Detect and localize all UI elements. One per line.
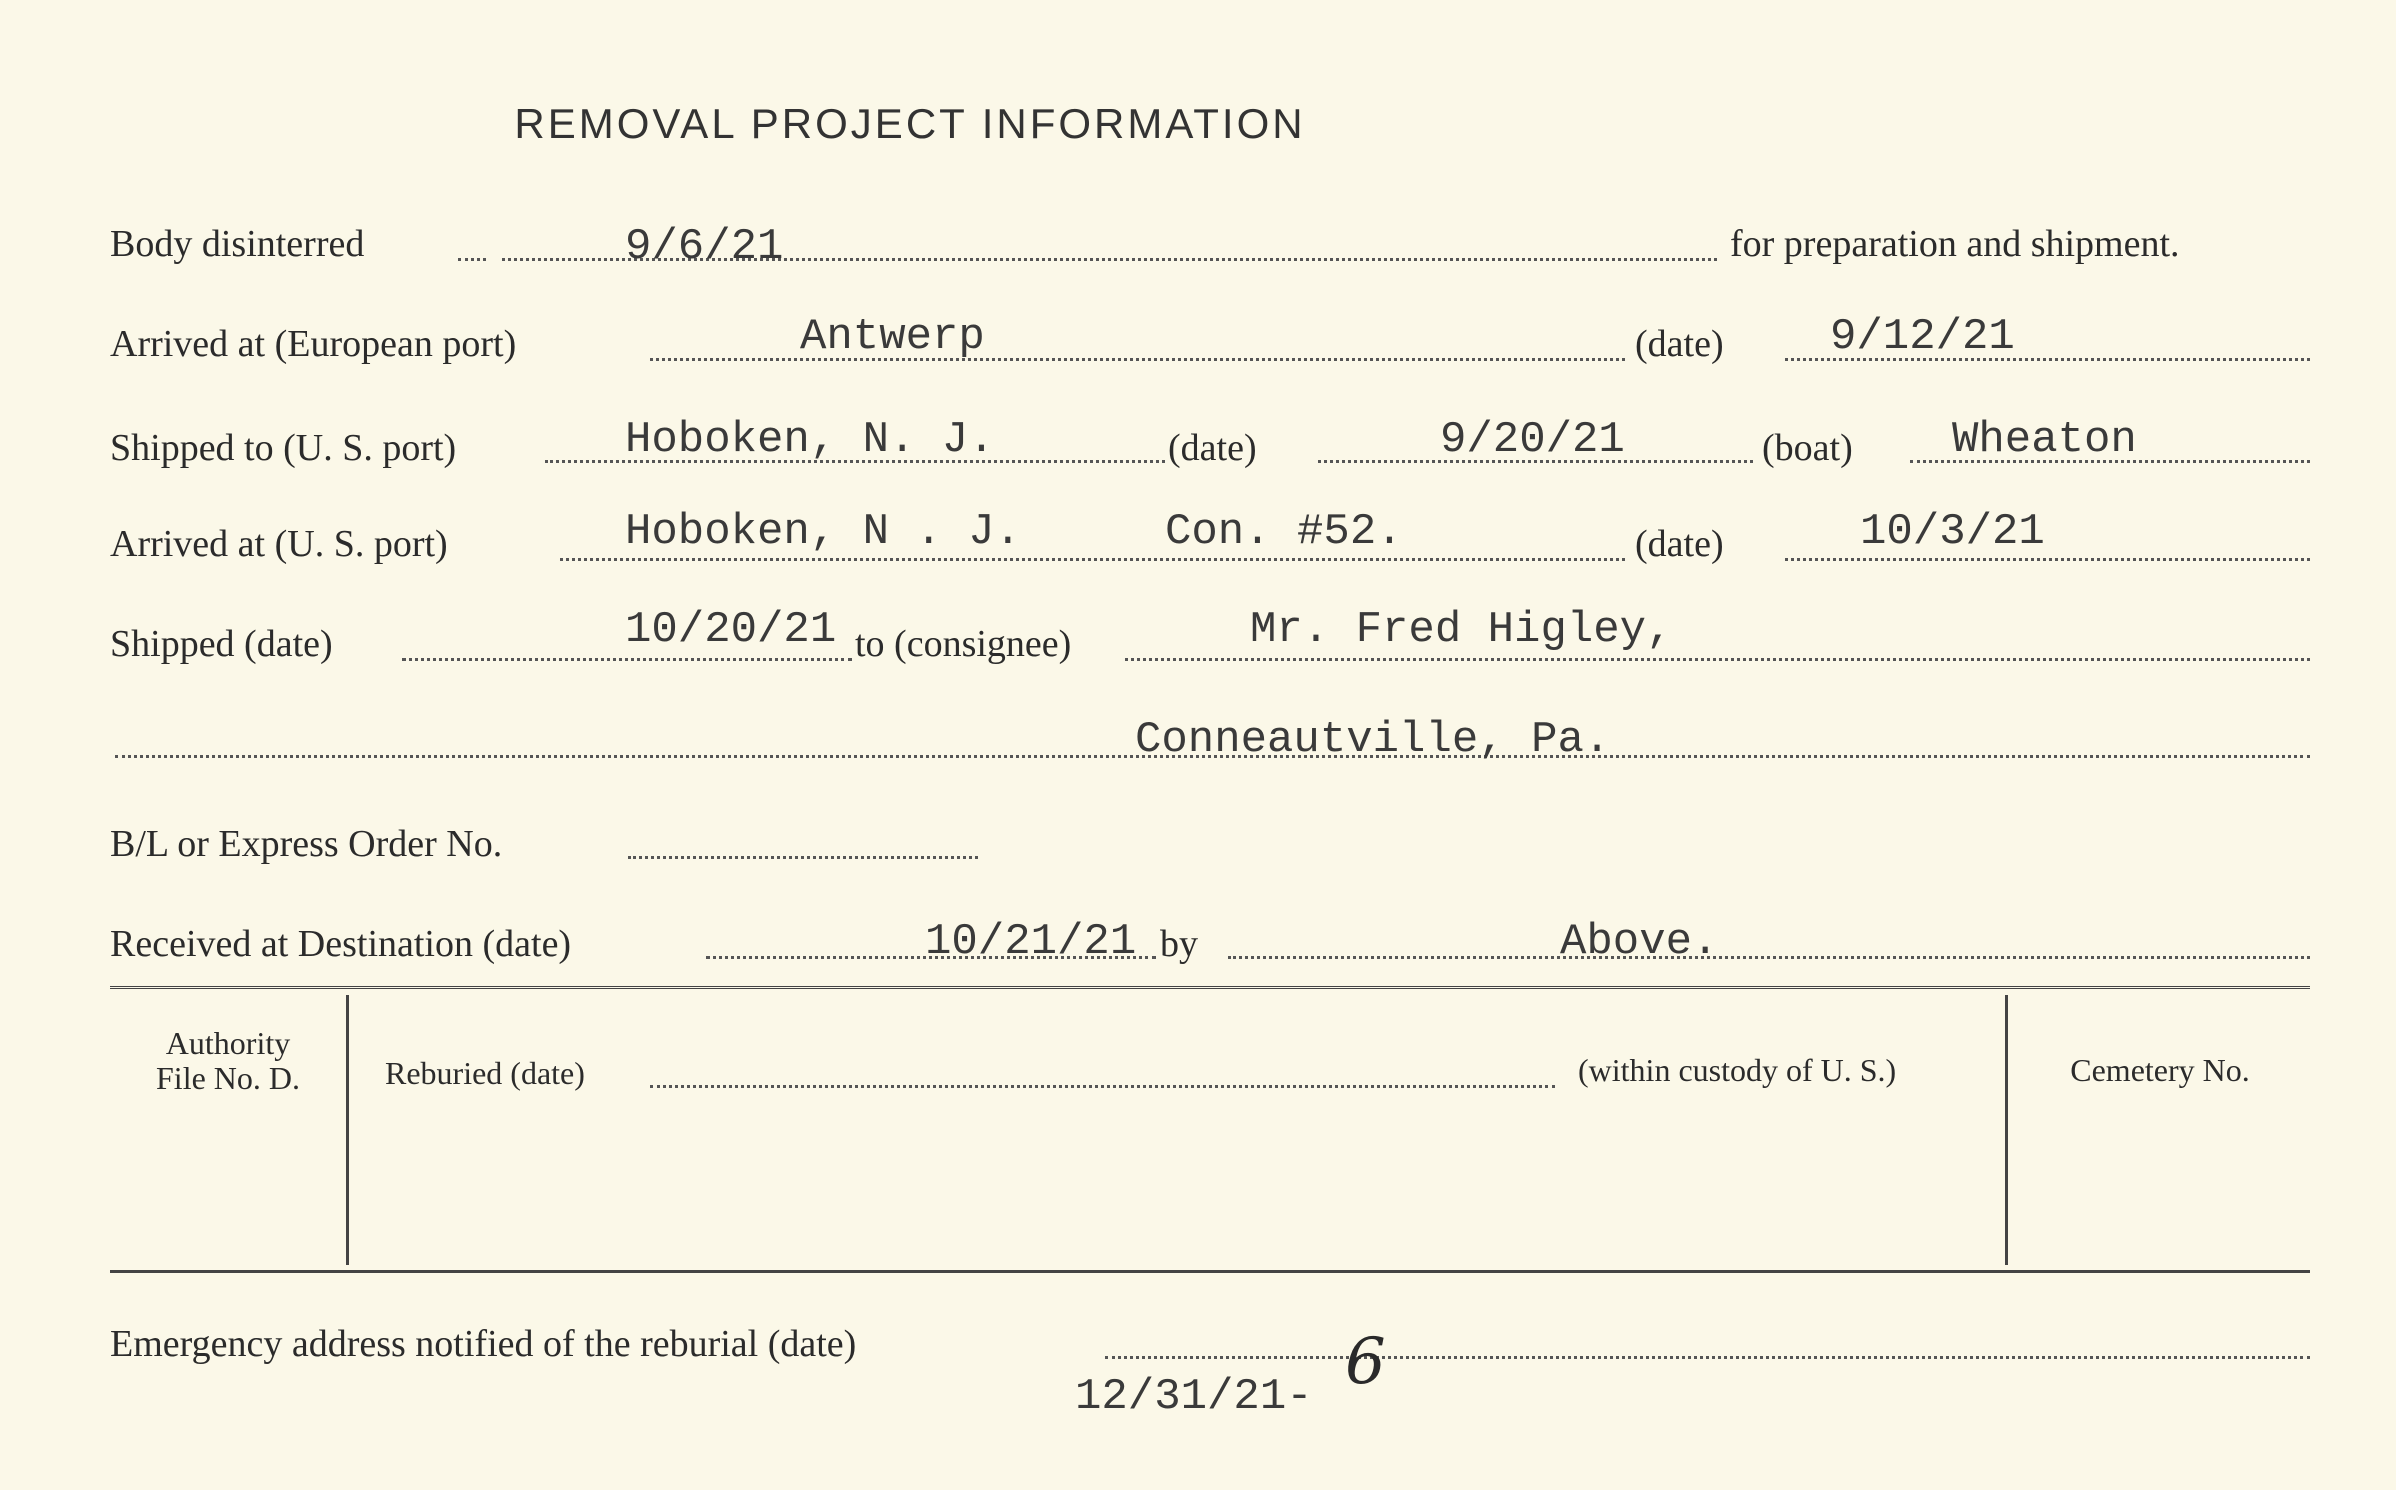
value-consignee-name: Mr. Fred Higley,	[1250, 605, 1673, 655]
label-cemetery-no: Cemetery No.	[2070, 1052, 2250, 1088]
label-date: (date)	[1168, 427, 1257, 469]
box-divider-left	[346, 995, 349, 1265]
dotted-leader	[650, 1085, 1555, 1088]
dotted-leader	[560, 558, 1625, 561]
label-reburied: Reburied (date)	[385, 1055, 585, 1091]
card-title: REMOVAL PROJECT INFORMATION	[514, 100, 1306, 147]
label-by: by	[1160, 923, 1198, 965]
value-shipped-date: 10/20/21	[625, 605, 837, 655]
value-european-port: Antwerp	[800, 312, 985, 362]
value-emergency-date: 12/31/21-	[1075, 1372, 1313, 1422]
value-us-port-shipped: Hoboken, N. J.	[625, 415, 995, 465]
dotted-leader	[402, 658, 852, 661]
value-received-by: Above.	[1560, 917, 1719, 967]
value-us-shipped-date: 9/20/21	[1440, 415, 1625, 465]
box-bottom-rule	[110, 1270, 2310, 1273]
label-boat: (boat)	[1762, 427, 1853, 469]
value-disinterred-date: 9/6/21	[625, 222, 784, 272]
label-for-preparation: for preparation and shipment.	[1730, 223, 2180, 265]
value-container-no: Con. #52.	[1165, 507, 1403, 557]
label-emergency-address: Emergency address notified of the reburial (date)	[110, 1323, 857, 1365]
label-date: (date)	[1635, 323, 1724, 365]
dotted-leader	[458, 258, 486, 261]
box-top-rule	[110, 986, 2310, 989]
value-received-date: 10/21/21	[925, 917, 1137, 967]
handwritten-mark: 6	[1345, 1325, 1386, 1399]
label-arrived-us-port: Arrived at (U. S. port)	[110, 523, 448, 565]
dotted-leader	[1105, 1356, 2310, 1359]
label-to-consignee: to (consignee)	[855, 623, 1072, 665]
value-consignee-address: Conneautville, Pa.	[1135, 715, 1611, 765]
dotted-leader	[650, 358, 1625, 361]
dotted-leader	[628, 856, 978, 859]
label-bl-order: B/L or Express Order No.	[110, 823, 503, 865]
dotted-leader	[1125, 658, 2310, 661]
value-us-port-arrived: Hoboken, N . J.	[625, 507, 1022, 557]
label-received-at-destination: Received at Destination (date)	[110, 923, 572, 965]
label-body-disinterred: Body disinterred	[110, 223, 365, 265]
label-authority: Authority	[165, 1025, 291, 1061]
label-shipped-date: Shipped (date)	[110, 623, 333, 665]
dotted-leader	[1228, 956, 2310, 959]
label-file-no: File No. D.	[156, 1060, 300, 1096]
label-date: (date)	[1635, 523, 1724, 565]
label-shipped-to-us-port: Shipped to (U. S. port)	[110, 427, 457, 469]
value-us-arrival-date: 10/3/21	[1860, 507, 2045, 557]
label-custody: (within custody of U. S.)	[1578, 1052, 1897, 1088]
label-arrived-european-port: Arrived at (European port)	[110, 323, 517, 365]
dotted-leader	[1785, 558, 2310, 561]
value-european-arrival-date: 9/12/21	[1830, 312, 2015, 362]
box-divider-right	[2005, 995, 2008, 1265]
value-boat: Wheaton	[1952, 415, 2137, 465]
